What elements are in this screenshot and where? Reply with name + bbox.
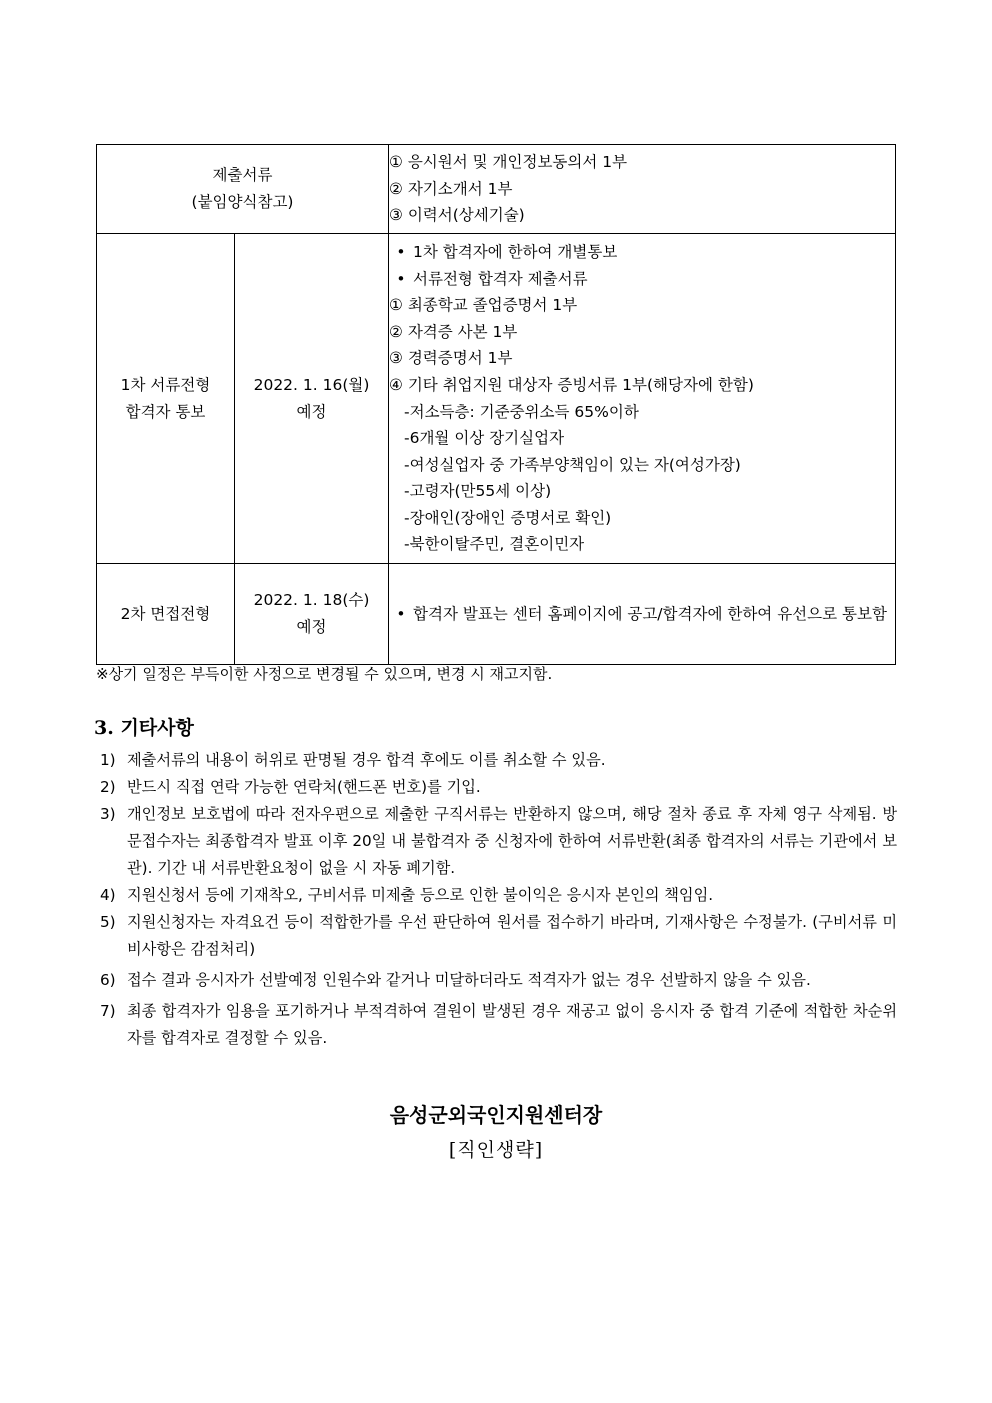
row-label-sub: 합격자 통보 bbox=[125, 402, 206, 421]
document-screening-label-cell bbox=[97, 234, 235, 564]
sub-list-item: -6개월 이상 장기실업자 bbox=[404, 429, 565, 448]
item-number: 6) bbox=[100, 971, 116, 989]
other-matters-list bbox=[100, 747, 897, 1052]
issuer-name: 음성군외국인지원센터장 bbox=[389, 1103, 603, 1127]
list-item bbox=[100, 998, 897, 1052]
list-item bbox=[100, 909, 897, 963]
schedule-date: 2022. 1. 16(월) bbox=[253, 375, 370, 394]
item-text: 개인정보 보호법에 따라 전자우편으로 제출한 구직서류는 반환하지 않으며, 해당 절차 종료 후 자체 영구 삭제됨. 방문접수자는 최종합격자 발표 이후 20일 내 불합격자 중 신청자에 한하여 서류반환(최종 합격자의 서류는 기관에서 보관). 기간 내 서류반환요청이 없을 시 자동 폐기함. bbox=[127, 805, 897, 877]
seal-omitted-note: [직인생략] bbox=[448, 1139, 544, 1161]
list-item bbox=[100, 967, 897, 994]
schedule-date-note: 예정 bbox=[296, 618, 327, 636]
list-item: ② 자격증 사본 1부 bbox=[389, 322, 518, 341]
bullet-icon: • bbox=[396, 269, 406, 288]
sub-list-item: -여성실업자 중 가족부양책임이 있는 자(여성가장) bbox=[404, 455, 741, 474]
row-label: 2차 면접전형 bbox=[120, 604, 211, 623]
table-row bbox=[97, 234, 896, 564]
sub-list-item: -북한이탈주민, 결혼이민자 bbox=[404, 535, 585, 554]
row-label: 1차 서류전형 bbox=[120, 375, 211, 394]
list-item: ③ 이력서(상세기술) bbox=[389, 206, 525, 225]
recruitment-schedule-table bbox=[96, 144, 896, 665]
item-text: 지원신청자는 자격요건 등이 적합한가를 우선 판단하여 원서를 접수하기 바라며, 기재사항은 수정불가. (구비서류 미비사항은 감점처리) bbox=[127, 913, 897, 958]
submission-docs-label-cell bbox=[97, 145, 389, 234]
list-item: ① 최종학교 졸업증명서 1부 bbox=[389, 296, 578, 315]
list-item: ① 응시원서 및 개인정보동의서 1부 bbox=[389, 153, 628, 172]
item-text: 반드시 직접 연락 가능한 연락처(핸드폰 번호)를 기입. bbox=[127, 778, 481, 796]
schedule-change-note: ※상기 일정은 부득이한 사정으로 변경될 수 있으며, 변경 시 재고지함. bbox=[96, 665, 553, 683]
item-number: 4) bbox=[100, 886, 116, 904]
item-number: 2) bbox=[100, 778, 116, 796]
list-item bbox=[100, 882, 897, 909]
list-item bbox=[100, 801, 897, 882]
interview-date-cell bbox=[235, 564, 389, 665]
document-screening-content-cell bbox=[389, 234, 896, 564]
list-item: • 합격자 발표는 센터 홈페이지에 공고/합격자에 한하여 유선으로 통보함 bbox=[389, 601, 895, 628]
list-item: • 서류전형 합격자 제출서류 bbox=[389, 266, 895, 293]
item-number: 5) bbox=[100, 913, 116, 931]
interview-content-cell bbox=[389, 564, 896, 665]
list-item bbox=[100, 774, 897, 801]
interview-label-cell bbox=[97, 564, 235, 665]
sub-list-item: -저소득층: 기준중위소득 65%이하 bbox=[404, 402, 639, 421]
row-label: 제출서류 bbox=[212, 166, 273, 185]
list-item: ③ 경력증명서 1부 bbox=[389, 349, 513, 368]
item-number: 3) bbox=[100, 805, 116, 823]
row-label-sub: (붙임양식참고) bbox=[191, 193, 294, 211]
item-text: 최종 합격자가 임용을 포기하거나 부적격하여 결원이 발생된 경우 재공고 없이 응시자 중 합격 기준에 적합한 차순위 자를 합격자로 결정할 수 있음. bbox=[127, 1002, 897, 1047]
list-item: ② 자기소개서 1부 bbox=[389, 179, 513, 198]
item-number: 7) bbox=[100, 1002, 116, 1020]
item-number: 1) bbox=[100, 751, 116, 769]
table-row bbox=[97, 564, 896, 665]
item-text: 접수 결과 응시자가 선발예정 인원수와 같거나 미달하더라도 적격자가 없는 경우 선발하지 않을 수 있음. bbox=[127, 971, 811, 989]
table-row bbox=[97, 145, 896, 234]
schedule-date-note: 예정 bbox=[296, 402, 327, 421]
sub-list-item: -고령자(만55세 이상) bbox=[404, 482, 552, 501]
sub-list-item: -장애인(장애인 증명서로 확인) bbox=[404, 508, 612, 527]
list-item: ④ 기타 취업지원 대상자 증빙서류 1부(해당자에 한함) bbox=[389, 375, 754, 394]
list-item bbox=[100, 747, 897, 774]
item-text: 제출서류의 내용이 허위로 판명될 경우 합격 후에도 이를 취소할 수 있음. bbox=[127, 751, 606, 769]
section-title: 3. 기타사항 bbox=[94, 717, 194, 739]
submission-docs-content-cell bbox=[389, 145, 896, 234]
bullet-icon: • bbox=[396, 604, 406, 623]
document-screening-date-cell bbox=[235, 234, 389, 564]
list-item: • 1차 합격자에 한하여 개별통보 bbox=[389, 239, 895, 266]
bullet-icon: • bbox=[396, 242, 406, 261]
item-text: 지원신청서 등에 기재착오, 구비서류 미제출 등으로 인한 불이익은 응시자 본인의 책임임. bbox=[127, 886, 714, 904]
schedule-date: 2022. 1. 18(수) bbox=[253, 591, 370, 610]
